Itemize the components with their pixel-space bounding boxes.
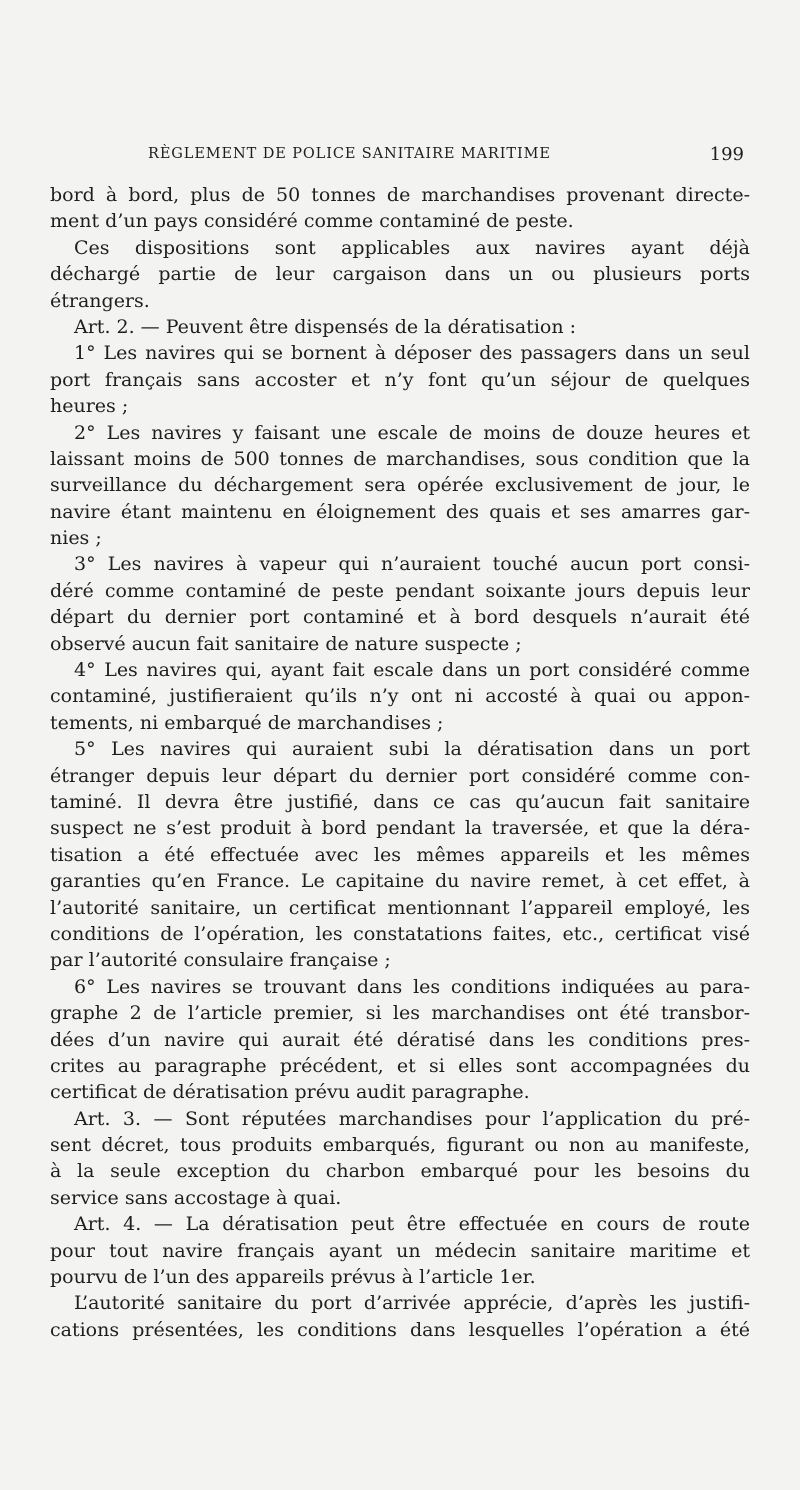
text-line: par l’autorité consulaire française ; (50, 949, 391, 972)
text-line: observé aucun fait sanitaire de nature suspecte ; (50, 632, 522, 655)
text-line: certificat de dératisation prévu audit paragraphe. (50, 1081, 530, 1104)
text-line: Ces dispositions sont applicables aux navires ayant déjà (74, 236, 750, 259)
article-heading: Art. 3. — Sont réputées marchandises pour l’application du pré- (74, 1107, 750, 1130)
text-line: 3° Les navires à vapeur qui n’auraient touché aucun port consi- (74, 553, 750, 576)
text-line: L’autorité sanitaire du port d’arrivée apprécie, d’après les justifi- (74, 1292, 750, 1315)
text-line: 1° Les navires qui se bornent à déposer des passagers dans un seul (74, 342, 750, 365)
text-line: nies ; (50, 527, 102, 550)
text-line: 2° Les navires y faisant une escale de moins de douze heures et (74, 421, 750, 444)
text-line: tisation a été effectuée avec les mêmes appareils et les mêmes (50, 843, 750, 866)
text-line: déré comme contaminé de peste pendant soixante jours depuis leur (50, 579, 750, 602)
text-line: laissant moins de 500 tonnes de marchandises, sous condition que la (50, 447, 750, 470)
text-line: étranger depuis leur départ du dernier port considéré comme con- (50, 764, 750, 787)
text-line: heures ; (50, 395, 129, 418)
running-title: RÈGLEMENT DE POLICE SANITAIRE MARITIME (148, 146, 551, 162)
text-line: navire étant maintenu en éloignement des quais et ses amarres gar- (50, 500, 750, 523)
text-line: l’autorité sanitaire, un certificat mentionnant l’appareil employé, les (50, 896, 750, 919)
text-line: dées d’un navire qui aurait été dératisé dans les conditions pres- (50, 1028, 750, 1051)
page-header (50, 144, 750, 168)
text-line: taminé. Il devra être justifié, dans ce cas qu’aucun fait sanitaire (50, 790, 750, 813)
text-line: à la seule exception du charbon embarqué pour les besoins du (50, 1160, 750, 1183)
text-line: bord à bord, plus de 50 tonnes de marchandises provenant directe- (50, 184, 750, 206)
text-line: contaminé, justifieraient qu’ils n’y ont ni accosté à quai ou appon- (50, 685, 750, 708)
text-line: garanties qu’en France. Le capitaine du navire remet, à cet effet, à (50, 870, 750, 893)
text-line: graphe 2 de l’article premier, si les marchandises ont été transbor- (50, 1002, 750, 1025)
text-line: pour tout navire français ayant un médecin sanitaire maritime et (50, 1239, 750, 1262)
text-line: suspect ne s’est produit à bord pendant la traversée, et que la déra- (50, 817, 750, 840)
text-line: tements, ni embarqué de marchandises ; (50, 711, 444, 734)
text-line: 4° Les navires qui, ayant fait escale dans un port considéré comme (74, 659, 750, 682)
article-heading: Art. 4. — La dératisation peut être effectuée en cours de route (74, 1213, 750, 1236)
text-line: départ du dernier port contaminé et à bord desquels n’aurait été (50, 606, 750, 629)
text-line: étrangers. (50, 289, 150, 312)
text-line: 5° Les navires qui auraient subi la dératisation dans un port (74, 738, 750, 761)
text-line: pourvu de l’un des appareils prévus à l’article 1er. (50, 1266, 536, 1289)
text-line: surveillance du déchargement sera opérée exclusivement de jour, le (50, 474, 750, 497)
article-heading: Art. 2. — Peuvent être dispensés de la dératisation : (74, 315, 577, 338)
text-line: service sans accostage à quai. (50, 1186, 342, 1209)
text-line: crites au paragraphe précédent, et si elles sont accompagnées du (50, 1054, 750, 1077)
text-line: ment d’un pays considéré comme contaminé de peste. (50, 210, 574, 233)
text-line: cations présentées, les conditions dans lesquelles l’opération a été (50, 1318, 750, 1341)
text-line: sent décret, tous produits embarqués, figurant ou non au manifeste, (50, 1134, 750, 1157)
page-number: 199 (709, 144, 744, 165)
text-line: déchargé partie de leur cargaison dans un ou plusieurs ports (50, 263, 750, 286)
text-line: conditions de l’opération, les constatations faites, etc., certificat visé (50, 922, 750, 945)
text-line: port français sans accoster et n’y font qu’un séjour de quelques (50, 368, 750, 391)
body-text (50, 182, 750, 1343)
text-line: 6° Les navires se trouvant dans les conditions indiquées au para- (74, 975, 750, 998)
